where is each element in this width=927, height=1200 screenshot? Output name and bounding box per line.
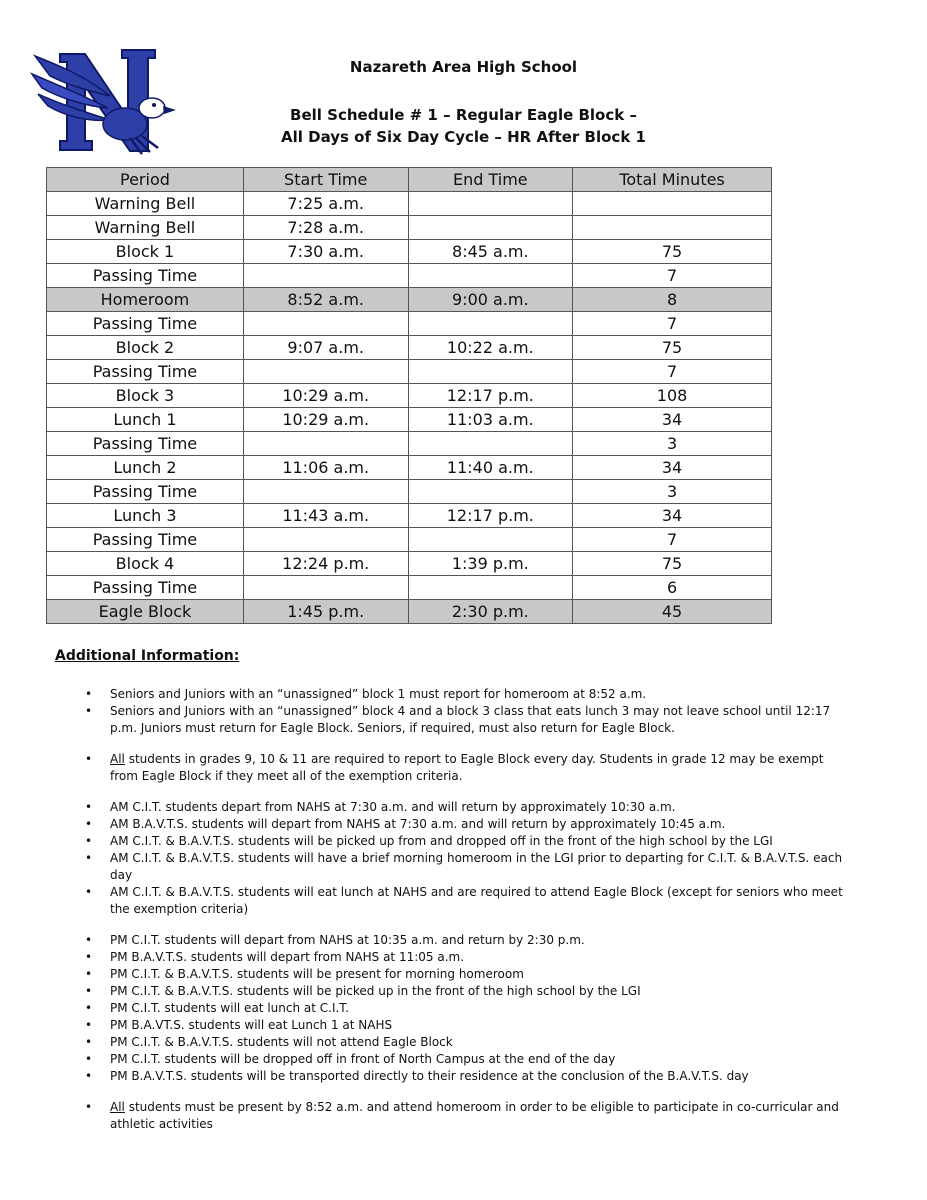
info-list-item xyxy=(55,949,855,966)
cell-start-time: 7:25 a.m. xyxy=(243,192,408,216)
table-row xyxy=(47,360,772,384)
info-text: PM C.I.T. students will eat lunch at C.I.T. xyxy=(110,1001,350,1015)
col-minutes-header: Total Minutes xyxy=(573,168,772,192)
info-list-item xyxy=(55,850,855,884)
table-row xyxy=(47,456,772,480)
cell-start-time: 1:45 p.m. xyxy=(243,600,408,624)
cell-end-time xyxy=(408,576,573,600)
info-text: AM C.I.T. & B.A.V.T.S. students will have a brief morning homeroom in the LGI prior to departing for C.I.T. & B.A.V.T.S. each day xyxy=(110,851,843,882)
bullet-icon: • xyxy=(85,1069,93,1083)
info-list-item xyxy=(55,932,855,949)
cell-start-time: 10:29 a.m. xyxy=(243,384,408,408)
cell-start-time xyxy=(243,360,408,384)
col-start-header: Start Time xyxy=(243,168,408,192)
cell-start-time xyxy=(243,576,408,600)
table-row xyxy=(47,312,772,336)
cell-total-minutes: 75 xyxy=(573,552,772,576)
col-end-header: End Time xyxy=(408,168,573,192)
cell-total-minutes: 34 xyxy=(573,456,772,480)
cell-start-time: 10:29 a.m. xyxy=(243,408,408,432)
cell-total-minutes: 45 xyxy=(573,600,772,624)
cell-total-minutes: 8 xyxy=(573,288,772,312)
table-header-row xyxy=(47,168,772,192)
cell-total-minutes: 6 xyxy=(573,576,772,600)
cell-period: Homeroom xyxy=(47,288,244,312)
cell-end-time xyxy=(408,360,573,384)
cell-end-time: 11:40 a.m. xyxy=(408,456,573,480)
table-row xyxy=(47,288,772,312)
cell-total-minutes: 7 xyxy=(573,360,772,384)
cell-period: Passing Time xyxy=(47,360,244,384)
info-text: PM C.I.T. students will be dropped off in front of North Campus at the end of the day xyxy=(110,1052,616,1066)
cell-end-time xyxy=(408,264,573,288)
cell-total-minutes: 75 xyxy=(573,336,772,360)
cell-period: Passing Time xyxy=(47,264,244,288)
info-text: PM C.I.T. & B.A.V.T.S. students will be present for morning homeroom xyxy=(110,967,524,981)
table-row xyxy=(47,576,772,600)
info-text: PM B.A.V.T.S. students will be transported directly to their residence at the conclusion of the B.A.V.T.S. day xyxy=(110,1069,749,1083)
table-row xyxy=(47,240,772,264)
info-text: PM C.I.T. & B.A.V.T.S. students will not attend Eagle Block xyxy=(110,1035,453,1049)
cell-start-time xyxy=(243,432,408,456)
cell-end-time xyxy=(408,216,573,240)
cell-start-time: 11:43 a.m. xyxy=(243,504,408,528)
bullet-icon: • xyxy=(85,984,93,998)
info-list-item xyxy=(55,816,855,833)
cell-start-time xyxy=(243,528,408,552)
cell-start-time: 7:30 a.m. xyxy=(243,240,408,264)
table-row xyxy=(47,192,772,216)
cell-start-time: 11:06 a.m. xyxy=(243,456,408,480)
info-list-item xyxy=(55,983,855,1000)
table-row xyxy=(47,216,772,240)
cell-total-minutes: 75 xyxy=(573,240,772,264)
bullet-icon: • xyxy=(85,704,93,718)
table-row xyxy=(47,504,772,528)
info-list-item xyxy=(55,799,855,816)
info-text: Seniors and Juniors with an “unassigned” block 4 and a block 3 class that eats lunch 3 may not leave school until 12:17 p.m. Juniors must return for Eagle Block. Seniors, if required, must also return for Eagle Block. xyxy=(110,704,831,735)
cell-period: Lunch 1 xyxy=(47,408,244,432)
cell-start-time xyxy=(243,264,408,288)
table-row xyxy=(47,408,772,432)
table-row xyxy=(47,552,772,576)
cell-start-time xyxy=(243,480,408,504)
info-list-item xyxy=(55,1000,855,1017)
cell-end-time xyxy=(408,528,573,552)
cell-start-time: 8:52 a.m. xyxy=(243,288,408,312)
info-list-item xyxy=(55,1034,855,1051)
cell-period: Block 2 xyxy=(47,336,244,360)
bullet-icon: • xyxy=(85,1018,93,1032)
cell-end-time xyxy=(408,480,573,504)
info-text: AM C.I.T. & B.A.V.T.S. students will be picked up from and dropped off in the front of the high school by the LGI xyxy=(110,834,773,848)
cell-period: Passing Time xyxy=(47,312,244,336)
cell-period: Block 1 xyxy=(47,240,244,264)
table-row xyxy=(47,480,772,504)
info-list-item xyxy=(55,833,855,850)
table-row xyxy=(47,528,772,552)
cell-start-time: 12:24 p.m. xyxy=(243,552,408,576)
cell-end-time xyxy=(408,432,573,456)
cell-total-minutes xyxy=(573,216,772,240)
cell-end-time xyxy=(408,192,573,216)
info-text: AM B.A.V.T.S. students will depart from NAHS at 7:30 a.m. and will return by approximately 10:45 a.m. xyxy=(110,817,726,831)
table-row xyxy=(47,600,772,624)
cell-end-time: 10:22 a.m. xyxy=(408,336,573,360)
additional-info-heading: Additional Information: xyxy=(55,648,240,664)
cell-total-minutes: 34 xyxy=(573,408,772,432)
cell-period: Passing Time xyxy=(47,480,244,504)
info-list-item xyxy=(55,966,855,983)
cell-period: Lunch 3 xyxy=(47,504,244,528)
cell-period: Eagle Block xyxy=(47,600,244,624)
cell-start-time: 9:07 a.m. xyxy=(243,336,408,360)
cell-total-minutes xyxy=(573,192,772,216)
additional-info-list xyxy=(55,686,855,1133)
info-list-item xyxy=(55,1068,855,1085)
bullet-icon: • xyxy=(85,950,93,964)
cell-start-time xyxy=(243,312,408,336)
schedule-title-line2: All Days of Six Day Cycle – HR After Block 1 xyxy=(281,128,646,146)
cell-end-time: 11:03 a.m. xyxy=(408,408,573,432)
school-name: Nazareth Area High School xyxy=(349,58,578,76)
info-text: AM C.I.T. students depart from NAHS at 7:30 a.m. and will return by approximately 10:30 a.m. xyxy=(110,800,676,814)
cell-period: Passing Time xyxy=(47,432,244,456)
cell-total-minutes: 34 xyxy=(573,504,772,528)
info-list-item xyxy=(55,1017,855,1034)
info-text: AM C.I.T. & B.A.V.T.S. students will eat lunch at NAHS and are required to attend Eagle Block (except for seniors who meet the exemption criteria) xyxy=(110,885,843,916)
info-list-item xyxy=(55,1099,855,1133)
col-period-header: Period xyxy=(47,168,244,192)
cell-start-time: 7:28 a.m. xyxy=(243,216,408,240)
bullet-icon: • xyxy=(85,967,93,981)
underlined-emphasis: All xyxy=(110,752,125,766)
bullet-icon: • xyxy=(85,851,93,865)
cell-total-minutes: 7 xyxy=(573,264,772,288)
cell-period: Passing Time xyxy=(47,528,244,552)
bullet-icon: • xyxy=(85,1001,93,1015)
bullet-icon: • xyxy=(85,885,93,899)
cell-total-minutes: 3 xyxy=(573,480,772,504)
cell-end-time: 12:17 p.m. xyxy=(408,384,573,408)
info-text: students must be present by 8:52 a.m. and attend homeroom in order to be eligible to participate in co-curricular and athletic activities xyxy=(110,1100,839,1131)
info-list-item xyxy=(55,1051,855,1068)
cell-end-time xyxy=(408,312,573,336)
cell-period: Block 4 xyxy=(47,552,244,576)
info-text: PM B.A.V.T.S. students will depart from NAHS at 11:05 a.m. xyxy=(110,950,465,964)
bullet-icon: • xyxy=(85,687,93,701)
table-row xyxy=(47,264,772,288)
bullet-icon: • xyxy=(85,1052,93,1066)
cell-period: Warning Bell xyxy=(47,192,244,216)
cell-end-time: 1:39 p.m. xyxy=(408,552,573,576)
cell-total-minutes: 7 xyxy=(573,312,772,336)
cell-end-time: 9:00 a.m. xyxy=(408,288,573,312)
info-list-item xyxy=(55,751,855,785)
bullet-icon: • xyxy=(85,752,93,766)
bullet-icon: • xyxy=(85,834,93,848)
cell-period: Passing Time xyxy=(47,576,244,600)
schedule-title-line1: Bell Schedule # 1 – Regular Eagle Block – xyxy=(290,106,637,124)
info-text: Seniors and Juniors with an “unassigned” block 1 must report for homeroom at 8:52 a.m. xyxy=(110,687,647,701)
table-row xyxy=(47,384,772,408)
info-list-item xyxy=(55,884,855,918)
table-row xyxy=(47,432,772,456)
bullet-icon: • xyxy=(85,1035,93,1049)
info-text: PM C.I.T. students will depart from NAHS at 10:35 a.m. and return by 2:30 p.m. xyxy=(110,933,585,947)
cell-end-time: 12:17 p.m. xyxy=(408,504,573,528)
cell-total-minutes: 108 xyxy=(573,384,772,408)
bullet-icon: • xyxy=(85,817,93,831)
info-text: PM C.I.T. & B.A.V.T.S. students will be picked up in the front of the high school by the LGI xyxy=(110,984,641,998)
info-text: PM B.A.VT.S. students will eat Lunch 1 at NAHS xyxy=(110,1018,393,1032)
info-list-item xyxy=(55,703,855,737)
cell-total-minutes: 3 xyxy=(573,432,772,456)
cell-period: Lunch 2 xyxy=(47,456,244,480)
info-text: students in grades 9, 10 & 11 are required to report to Eagle Block every day. Students in grade 12 may be exempt from Eagle Block if they meet all of the exemption criteria. xyxy=(110,752,824,783)
underlined-emphasis: All xyxy=(110,1100,125,1114)
cell-end-time: 2:30 p.m. xyxy=(408,600,573,624)
bullet-icon: • xyxy=(85,933,93,947)
cell-period: Warning Bell xyxy=(47,216,244,240)
bullet-icon: • xyxy=(85,800,93,814)
cell-total-minutes: 7 xyxy=(573,528,772,552)
bell-schedule-table xyxy=(46,167,772,624)
cell-end-time: 8:45 a.m. xyxy=(408,240,573,264)
table-row xyxy=(47,336,772,360)
bullet-icon: • xyxy=(85,1100,93,1114)
info-list-item xyxy=(55,686,855,703)
cell-period: Block 3 xyxy=(47,384,244,408)
table-body xyxy=(47,192,772,624)
